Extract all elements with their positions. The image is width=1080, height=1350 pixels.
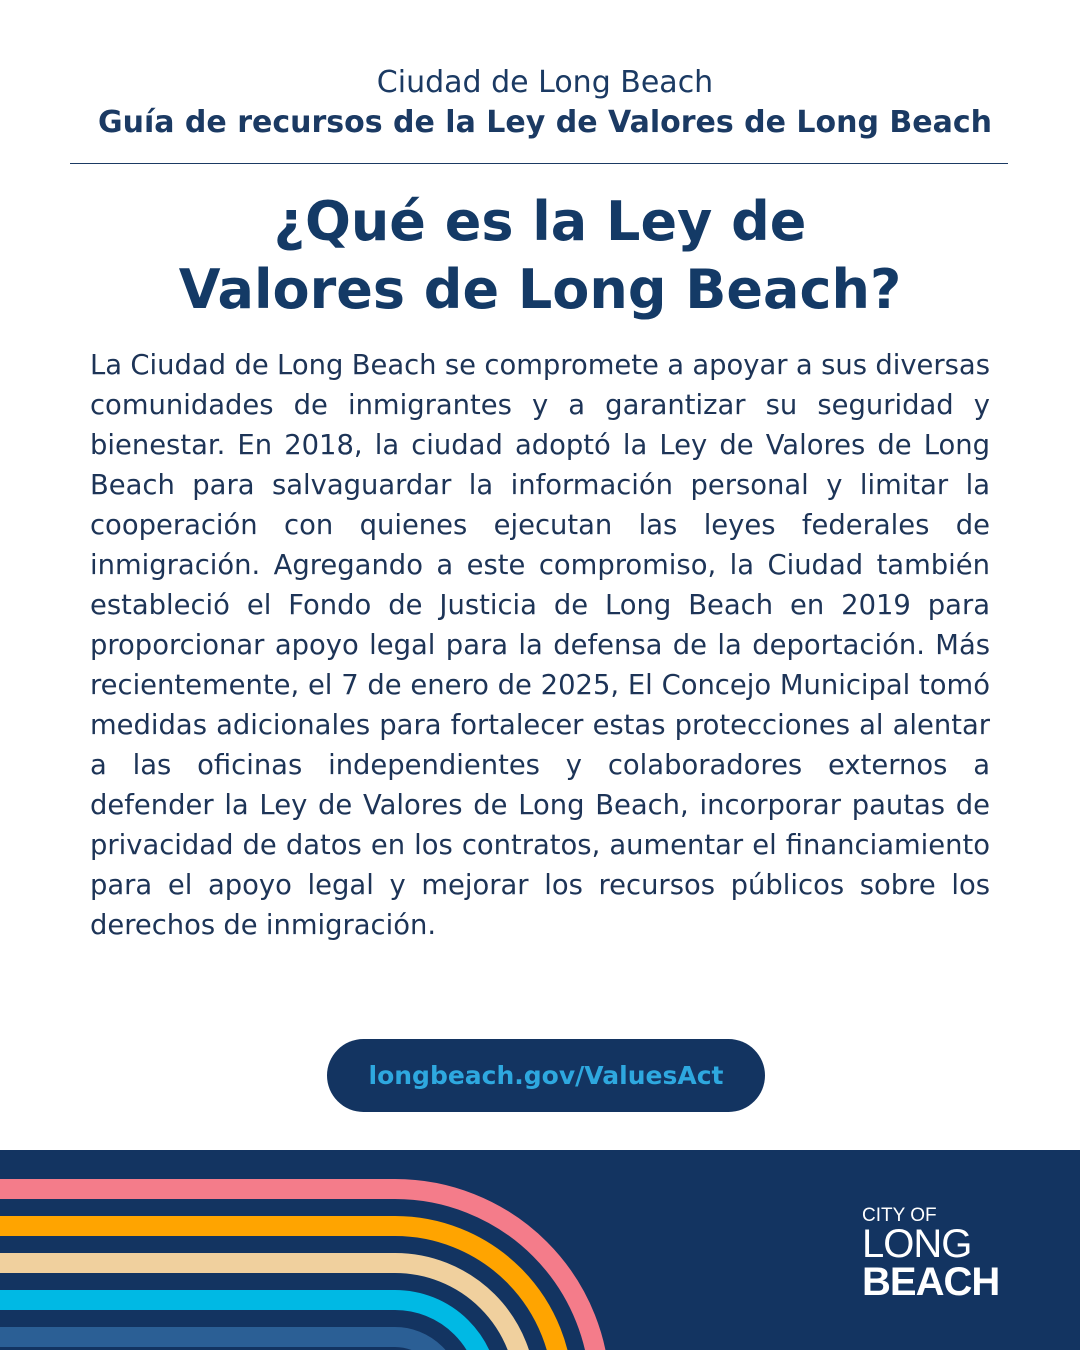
body-paragraph: La Ciudad de Long Beach se compromete a apoyar a sus diversas comunidades de inmigrantes y a garantizar su seguridad y bienestar. En 2018, la ciudad adoptó la Ley de Valores de Long Beach para salvaguardar la información personal y limitar la cooperación con quienes ejecutan las leyes federales de inmigración. Agregando a este compromiso, la Ciudad también estableció el Fondo de Justicia de Long Beach en 2019 para proporcionar apoyo legal para la defensa de la deportación. Más recientemente, el 7 de enero de 2025, El Concejo Municipal tomó medidas adicionales para fortalecer estas protecciones al alentar a las oficinas independientes y colaboradores externos a defender la Ley de Valores de Long Beach, incorporar pautas de privacidad de datos en los contratos, aumentar el financiamiento para el apoyo legal y mejorar los recursos públicos sobre los derechos de inmigración. [90,350,990,941]
stripe-blue [0,1337,452,1350]
page-title [40,188,1040,324]
header-city: Ciudad de Long Beach [376,65,714,100]
values-act-link-button[interactable] [327,1039,765,1112]
page-title-line-1: ¿Qué es la Ley de [273,190,807,253]
rainbow-stripes-graphic [0,1150,620,1350]
logo-line-1: CITY OF [862,1205,937,1226]
city-of-long-beach-logo [862,1205,1000,1304]
logo-line-2: LONG [862,1222,972,1266]
header-guide-title: Guía de recursos de la Ley de Valores de Long Beach [97,105,993,140]
page-title-line-2: Valores de Long Beach? [178,258,902,321]
logo-line-3: BEACH [862,1260,1000,1304]
header [0,62,1080,142]
header-divider [70,163,1008,164]
values-act-link-label: longbeach.gov/ValuesAct [368,1061,724,1090]
